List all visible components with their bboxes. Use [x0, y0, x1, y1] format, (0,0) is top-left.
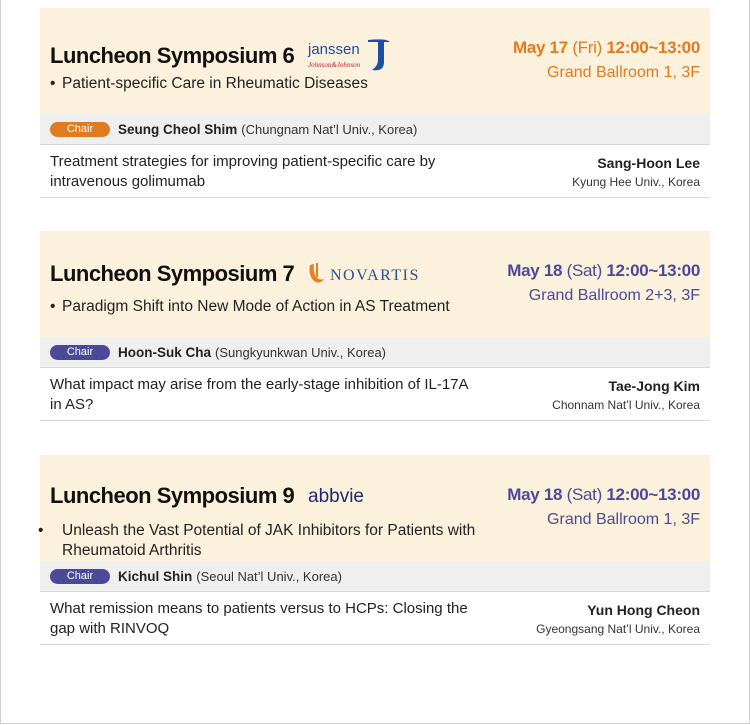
- session-venue: Grand Ballroom 1, 3F: [547, 511, 700, 528]
- speaker: [572, 155, 700, 189]
- talk-title: What remission means to patients versus to HCPs: Closing the gap with RINVOQ: [50, 600, 468, 637]
- session-date: May 17: [512, 38, 568, 57]
- title-row: [50, 36, 392, 76]
- date-line: [513, 38, 700, 58]
- session-venue: Grand Ballroom 1, 3F: [547, 64, 700, 81]
- session-day: (Sat): [566, 261, 602, 280]
- session-topic: • Unleash the Vast Potential of JAK Inhibitors for Patients with Rheumatoid Arthritis: [38, 522, 476, 559]
- session-title: Luncheon Symposium 9: [50, 483, 295, 508]
- session-title: Luncheon Symposium 7: [50, 261, 295, 286]
- janssen-logo-icon: [306, 36, 392, 76]
- novartis-wordmark: NOVARTIS: [330, 267, 421, 284]
- session-day: (Fri): [572, 38, 602, 57]
- janssen-wordmark: janssen: [308, 41, 360, 58]
- speaker-name: Sang-Hoon Lee: [597, 155, 700, 171]
- session-card: [40, 8, 710, 198]
- talk-row: [40, 592, 710, 645]
- session-card: [40, 455, 710, 645]
- chair-row: [40, 114, 710, 145]
- abbvie-logo: [306, 483, 390, 509]
- session-card: [40, 231, 710, 421]
- session-when: [507, 261, 700, 305]
- session-time: 12:00~13:00: [606, 38, 700, 57]
- chair-badge: Chair: [50, 345, 110, 360]
- chair-row: [40, 561, 710, 592]
- session-header: [40, 455, 710, 561]
- session-topic: • Paradigm Shift into New Mode of Action in AS Treatment: [50, 298, 450, 315]
- session-time: 12:00~13:00: [606, 485, 700, 504]
- speaker-affiliation: Gyeongsang Nat’l Univ., Korea: [536, 622, 700, 636]
- abbvie-wordmark: abbvie: [308, 486, 365, 507]
- session-header: [40, 8, 710, 114]
- talk-row: [40, 145, 710, 198]
- speaker-name: Tae-Jong Kim: [608, 378, 700, 394]
- abbvie-logo-icon: [306, 483, 390, 509]
- session-topic: • Patient-specific Care in Rheumatic Diseases: [50, 75, 368, 92]
- speaker: [552, 378, 700, 412]
- speaker-name: Yun Hong Cheon: [587, 602, 700, 618]
- session-venue: Grand Ballroom 2+3, 3F: [528, 287, 700, 304]
- speaker-affiliation: Kyung Hee Univ., Korea: [572, 175, 700, 189]
- session-header: [40, 231, 710, 337]
- session-time: 12:00~13:00: [606, 261, 700, 280]
- janssen-logo: [306, 36, 392, 76]
- chair-affiliation: (Chungnam Nat’l Univ., Korea): [241, 121, 418, 137]
- date-line: [507, 261, 700, 281]
- speaker-affiliation: Chonnam Nat’l Univ., Korea: [552, 398, 700, 412]
- speaker: [536, 602, 700, 636]
- topic-text: Paradigm Shift into New Mode of Action in AS Treatment: [62, 298, 450, 315]
- session-title: Luncheon Symposium 6: [50, 43, 295, 68]
- talk-title: What impact may arise from the early-stage inhibition of IL-17A in AS?: [50, 376, 468, 413]
- novartis-logo-icon: [306, 259, 426, 289]
- chair-name: Seung Cheol Shim: [118, 121, 238, 137]
- title-row: [50, 483, 390, 509]
- session-when: [507, 485, 700, 529]
- topic-text: Unleash the Vast Potential of JAK Inhibitors for Patients with Rheumatoid Arthritis: [62, 522, 476, 559]
- chair-affiliation: (Sungkyunkwan Univ., Korea): [215, 344, 387, 360]
- jj-wordmark: Johnson&Johnson: [308, 61, 361, 69]
- chair-name: Hoon-Suk Cha: [118, 344, 211, 360]
- topic-text: Patient-specific Care in Rheumatic Diseases: [62, 75, 368, 92]
- session-date: May 18: [507, 261, 563, 280]
- novartis-logo: [306, 259, 426, 289]
- chair-affiliation: (Seoul Nat’l Univ., Korea): [196, 568, 342, 584]
- chair-name: Kichul Shin: [118, 568, 193, 584]
- title-row: [50, 259, 426, 289]
- session-day: (Sat): [566, 485, 602, 504]
- session-date: May 18: [507, 485, 563, 504]
- talk-title: Treatment strategies for improving patient-specific care by intravenous golimumab: [50, 153, 436, 190]
- session-when: [513, 38, 700, 82]
- chair-badge: Chair: [50, 569, 110, 584]
- chair-row: [40, 337, 710, 368]
- date-line: [507, 485, 700, 505]
- talk-row: [40, 368, 710, 421]
- chair-badge: Chair: [50, 122, 110, 137]
